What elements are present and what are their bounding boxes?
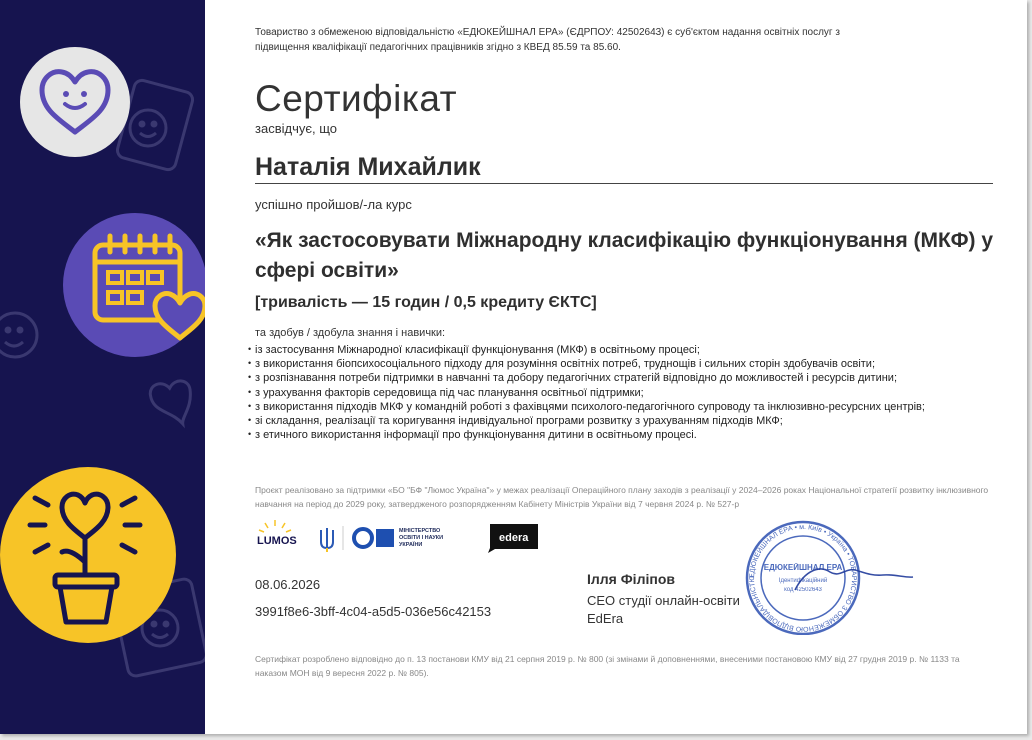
faint-heart-icon — [149, 380, 195, 428]
stamp-center-code: код 42502643 — [784, 587, 822, 593]
project-note: Проєкт реалізовано за підтримки «БО "БФ "Люмос Україна"» у межах реалізації Операційного плану заходів з реалізації у 2024–2026 роках Національної стратегії розвитку інклюзивного навчання на період до 2029 року, затвердженого розпорядженням Кабінету Міністрів України від 7 червня 2024 р. № 527-р — [255, 485, 989, 509]
ministry-line-1: МІНІСТЕРСТВО — [399, 528, 441, 534]
ministry-line-3: УКРАЇНИ — [399, 542, 423, 548]
course-title: «Як застосовувати Міжнародну класифікацію функціонування (МКФ) у сфері освіти» — [255, 229, 994, 282]
heart-smiley-icon — [20, 47, 130, 157]
skill-item: • зі складання, реалізації та коригування індивідуальної програми розвитку з урахуванням підходів МКФ; — [255, 414, 1000, 428]
certifies-label: засвідчує, що — [255, 121, 337, 136]
skill-item: • з використання підходів МКФ у командній роботі з фахівцями психолого-педагогічного супроводу та інклюзивно-ресурсних центрів; — [255, 400, 1000, 414]
edera-logo-text: edera — [499, 532, 529, 544]
issue-date: 08.06.2026 — [255, 577, 321, 592]
signer-role: CEO студії онлайн-освіти EdEra — [587, 593, 740, 626]
skill-item: • з використання біопсихосоціального підходу для розуміння освітніх потреб, труднощів і сильних сторін здобувачів освіти; — [255, 357, 1000, 371]
legal-footer: Сертифікат розроблено відповідно до п. 13 постанови КМУ від 21 серпня 2019 р. № 800 (зі змінами й доповненнями, внесеними постановою КМУ від 27 грудня 2019 р. № 1133 та наказом МОН від 9 вересня 2022 р. № 805). — [255, 654, 960, 678]
stamp-center-label: Ідентифікаційний — [778, 578, 828, 584]
stamp-center-name: ЕДЮКЕЙШНАЛ ЕРА — [763, 563, 843, 572]
trident-icon — [321, 528, 333, 552]
decorative-sidebar — [0, 0, 205, 734]
heart-plant-icon — [0, 467, 176, 643]
skills-intro: та здобув / здобула знання і навички: — [255, 327, 446, 339]
skill-item: • з урахування факторів середовища під час планування освітньої підтримки; — [255, 386, 1000, 400]
name-underline — [255, 183, 993, 184]
ministry-line-2: ОСВІТИ І НАУКИ — [399, 535, 444, 541]
lumos-logo-text: LUMOS — [257, 535, 297, 547]
skill-item: • із застосування Міжнародної класифікації функціонування (МКФ) в освітньому процесі; — [255, 343, 1000, 357]
lumos-logo — [257, 520, 297, 547]
completed-label: успішно пройшов/-ла курс — [255, 197, 412, 212]
edera-logo — [488, 524, 538, 553]
signer-name: Ілля Філіпов — [587, 571, 675, 587]
certificate-title: Сертифікат — [255, 78, 458, 119]
official-stamp — [735, 520, 925, 635]
provider-intro: Товариство з обмеженою відповідальністю «ЕДЮКЕЙШНАЛ ЕРА» (ЄДРПОУ: 42502643) є суб'єктом надання освітніх послуг з підвищення кваліфікації педагогічних працівників згідно з КВЕД 85.59 та 85.60. — [255, 27, 840, 53]
calendar-heart-icon — [63, 213, 205, 357]
skills-list — [255, 343, 1000, 442]
skill-item: • з розпізнавання потреби підтримки в навчанні та добору педагогічних стратегій відповідно до можливостей і ресурсів дитини; — [255, 371, 1000, 385]
course-duration: [тривалість — 15 годин / 0,5 кредиту ЄКТС] — [255, 294, 597, 311]
stamp-ring-text: ЕДЮКЕЙШНАЛ ЕРА • м. Київ • Україна • ТОВАРИСТВО З ОБМЕЖЕНОЮ ВІДПОВІДАЛЬНІСТЮ — [748, 523, 858, 633]
partner-logos — [255, 518, 555, 558]
skill-item: • з етичного використання інформації про функціонування дитини в освітньому процесі. — [255, 428, 1000, 442]
recipient-name: Наталія Михайлик — [255, 153, 481, 181]
svg-text:МІНІСТЕРСТВО ОСВІТИ І — [399, 528, 445, 548]
certificate-id: 3991f8e6-3bff-4c04-a5d5-036e56c42153 — [255, 604, 492, 619]
faint-smiley-left-icon — [0, 313, 37, 357]
ministry-logo — [354, 528, 445, 548]
